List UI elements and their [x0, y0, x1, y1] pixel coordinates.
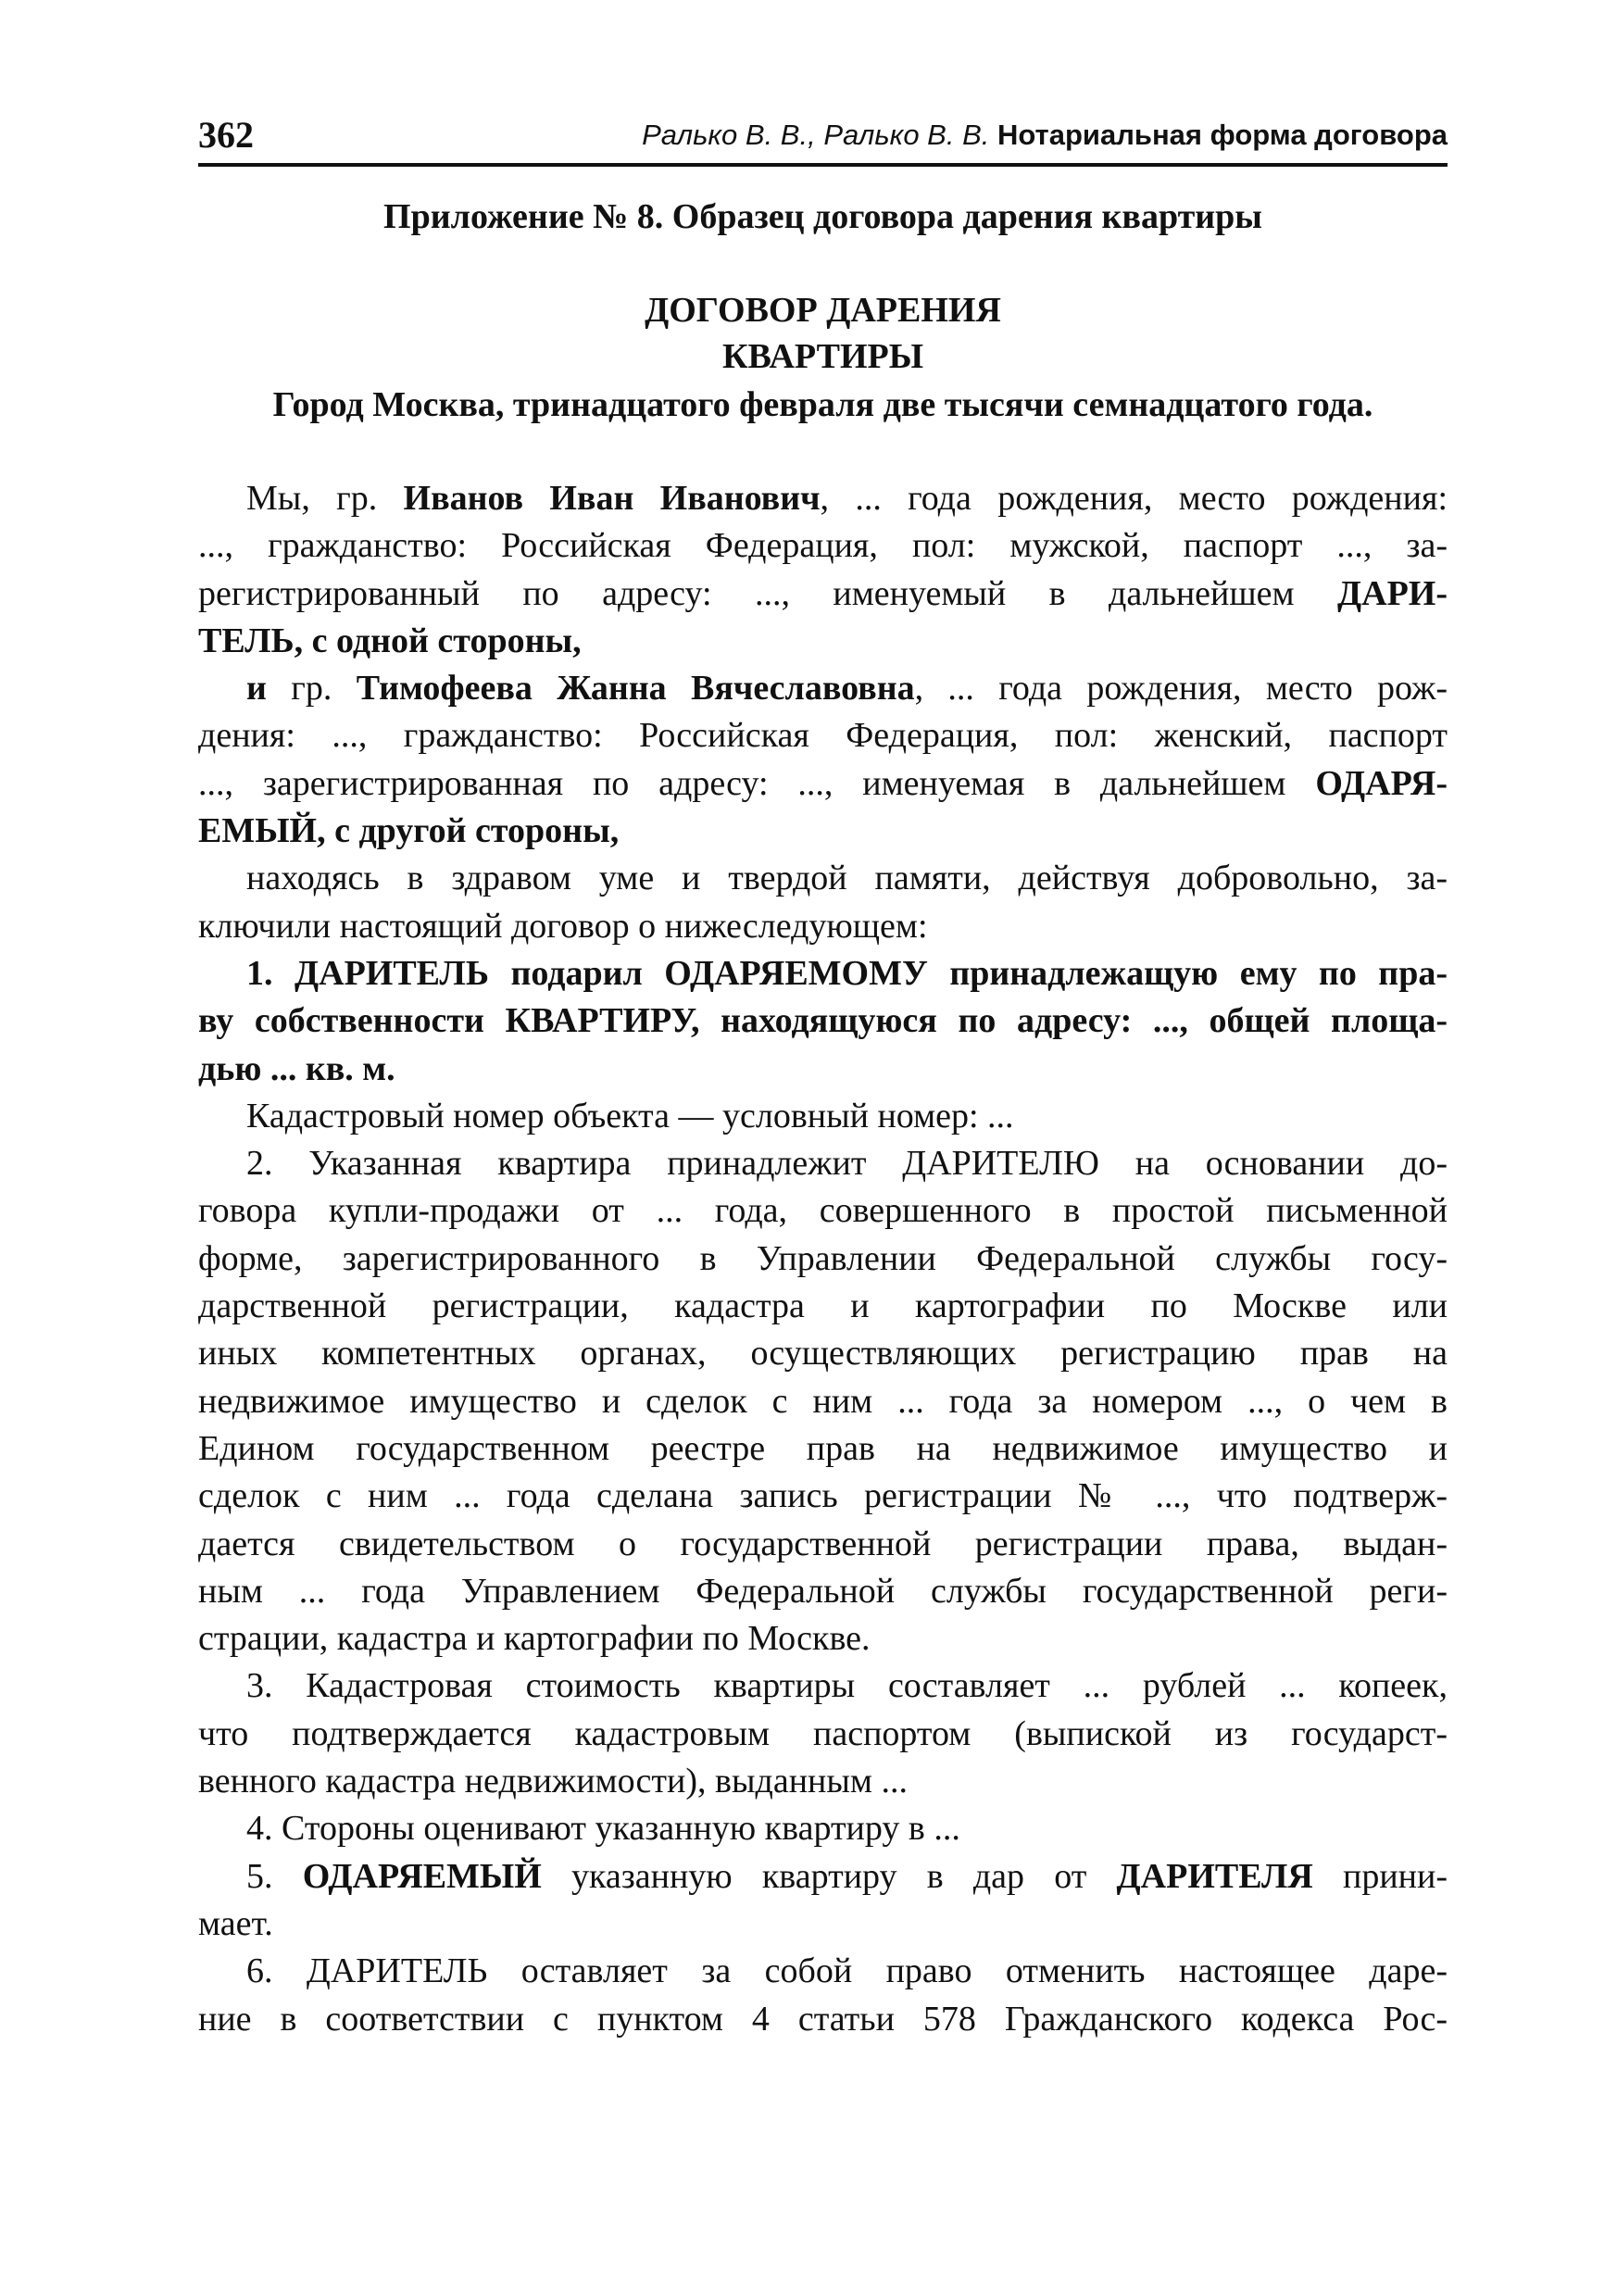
place-and-date: Город Москва, тринадцатого февраля две тысячи семнадцатого года.: [272, 385, 1373, 424]
running-header: [642, 119, 1448, 152]
text: мает.: [198, 1903, 273, 1943]
bold-text: ЕМЫЙ, с другой стороны,: [198, 811, 620, 851]
text: , ... года рождения, место рож-: [914, 669, 1448, 709]
text: 3. Кадастровая стоимость квартиры составляет ... рублей ... копеек,: [246, 1666, 1448, 1706]
text-line: [198, 1378, 1448, 1425]
text-line: [198, 1521, 1448, 1568]
text-line: [198, 1236, 1448, 1283]
text: регистрированный по адресу: ..., именуемый в дальнейшем: [198, 573, 1337, 613]
text-line: [198, 950, 1448, 997]
text: ключили настоящий договор о нижеследующем:: [198, 906, 928, 946]
text: указанную квартиру в дар от: [541, 1856, 1117, 1896]
text: 1. ДАРИТЕЛЬ подарил ОДАРЯЕМОМУ принадлежащую ему по пра-: [246, 953, 1448, 993]
bold-text: ОДАРЯЕМЫЙ: [302, 1856, 542, 1896]
text: ние в соответствии с пунктом 4 статьи 578 Гражданского кодекса Рос-: [198, 1999, 1448, 2039]
text: 2. Указанная квартира принадлежит ДАРИТЕЛЮ на основании до-: [246, 1144, 1448, 1184]
text-line: [198, 1853, 1448, 1901]
text-line: [198, 1425, 1448, 1473]
text-line: [198, 712, 1448, 759]
text: Кадастровый номер объекта — условный номер: ...: [246, 1096, 1014, 1135]
text-line: [198, 571, 1448, 618]
bold-text: ОДАРЯ-: [1315, 763, 1448, 803]
text: Едином государственном реестре прав на недвижимое имущество и: [198, 1428, 1448, 1468]
text: сделок с ним ... года сделана запись регистрации № ..., что подтверж-: [198, 1476, 1448, 1516]
text: ..., зарегистрированная по адресу: ..., именуемая в дальнейшем: [198, 763, 1316, 803]
text-line: [198, 1901, 1448, 1948]
text-line: [198, 1615, 1448, 1662]
contract-title: ДОГОВОР ДАРЕНИЯ: [645, 291, 1001, 330]
text: дается свидетельством о государственной регистрации права, выдан-: [198, 1524, 1448, 1563]
paragraph: [198, 1140, 1448, 1662]
text-line: [198, 903, 1448, 950]
text: форме, зарегистрированного в Управлении Федеральной службы госу-: [198, 1238, 1448, 1278]
bold-text: ДАРИ-: [1336, 573, 1448, 613]
text-line: [198, 1046, 1448, 1093]
text-line: [198, 1662, 1448, 1710]
text-line: [198, 760, 1448, 808]
paragraph: [198, 855, 1448, 950]
paragraph: [198, 475, 1448, 665]
text-line: [198, 1283, 1448, 1330]
text-line: [198, 1948, 1448, 1995]
text: страции, кадастра и картографии по Москве.: [198, 1619, 871, 1659]
text: ву собственности КВАРТИРУ, находящуюся по адресу: ..., общей площа-: [198, 1001, 1448, 1041]
text: дения: ..., гражданство: Российская Федерация, пол: женский, паспорт: [198, 716, 1448, 756]
text-line: [198, 475, 1448, 522]
text-line: [198, 997, 1448, 1045]
paragraph: [198, 1662, 1448, 1805]
text: недвижимое имущество и сделок с ним ... года за номером ..., о чем в: [198, 1381, 1448, 1421]
text-line: [198, 1473, 1448, 1520]
text: 4. Стороны оценивают указанную квартиру в ...: [246, 1809, 960, 1849]
text: ным ... года Управлением Федеральной службы государственной реги-: [198, 1571, 1448, 1611]
text-line: [198, 1187, 1448, 1235]
text: что подтверждается кадастровым паспортом (выпиской из государст-: [198, 1713, 1448, 1753]
text: иных компетентных органах, осуществляющих регистрацию прав на: [198, 1334, 1448, 1374]
text: дарственной регистрации, кадастра и картографии по Москве или: [198, 1286, 1448, 1326]
text: Мы, гр.: [246, 479, 404, 518]
bold-text: ДАРИТЕЛЯ: [1116, 1856, 1313, 1896]
text-line: [198, 1093, 1448, 1140]
text: ..., гражданство: Российская Федерация, пол: мужской, паспорт ..., за-: [198, 526, 1448, 566]
bold-text: Иванов Иван Иванович: [403, 479, 821, 518]
bold-text: Тимофеева Жанна Вячеславовна: [356, 669, 915, 709]
text: дью ... кв. м.: [198, 1048, 395, 1088]
text: гр.: [266, 669, 357, 709]
text-line: [198, 665, 1448, 712]
text-line: [198, 1330, 1448, 1377]
paragraph: [198, 1853, 1448, 1949]
text-line: [198, 1996, 1448, 2043]
text: 5.: [246, 1856, 303, 1896]
running-header-authors: Ралько В. В., Ралько В. В.: [642, 119, 990, 151]
text: прини-: [1312, 1856, 1448, 1896]
bold-text: ТЕЛЬ, с одной стороны,: [198, 621, 582, 660]
text-line: [198, 1568, 1448, 1615]
paragraph: [198, 1948, 1448, 2043]
contract-body: [198, 475, 1448, 2043]
text: , ... года рождения, место рождения:: [820, 479, 1448, 518]
appendix-title: Приложение № 8. Образец договора дарения квартиры: [383, 197, 1262, 236]
text: 6. ДАРИТЕЛЬ оставляет за собой право отменить настоящее даре-: [246, 1951, 1448, 1991]
paragraph: [198, 1805, 1448, 1852]
text: венного кадастра недвижимости), выданным ...: [198, 1762, 908, 1801]
bold-text: и: [246, 669, 267, 709]
text-line: [198, 1140, 1448, 1187]
text-line: [198, 1711, 1448, 1758]
text-line: [198, 618, 1448, 665]
header-rule: [198, 163, 1448, 167]
text-line: [198, 1758, 1448, 1805]
text-line: [198, 1805, 1448, 1852]
text-line: [198, 522, 1448, 570]
paragraph: [198, 950, 1448, 1093]
text: находясь в здравом уме и твердой памяти, действуя добровольно, за-: [246, 859, 1448, 898]
paragraph: [198, 1093, 1448, 1140]
contract-subtitle: КВАРТИРЫ: [721, 337, 924, 376]
text-line: [198, 808, 1448, 855]
running-header-title: Нотариальная форма договора: [997, 119, 1448, 151]
page-number: 362: [198, 114, 254, 156]
text: говора купли-продажи от ... года, совершенного в простой письменной: [198, 1191, 1448, 1231]
text-line: [198, 855, 1448, 902]
paragraph: [198, 665, 1448, 855]
